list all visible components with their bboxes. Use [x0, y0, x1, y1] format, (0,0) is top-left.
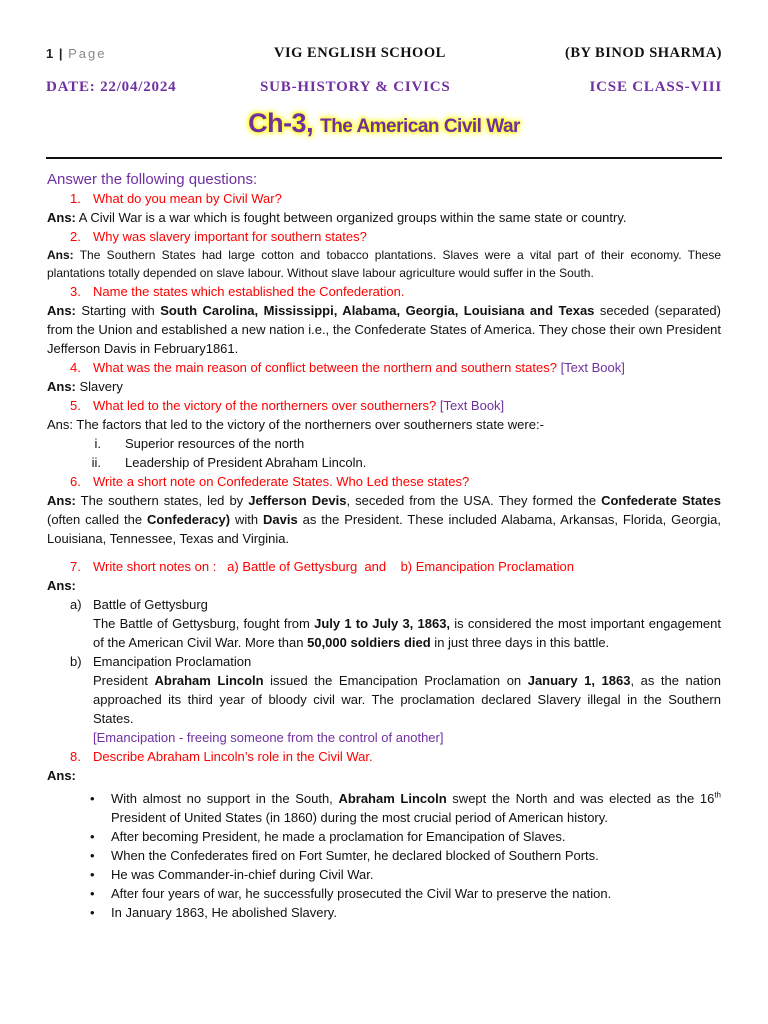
list-item: • In January 1863, He abolished Slavery. — [90, 905, 337, 920]
question-2: 2. Why was slavery important for southern states? — [70, 229, 367, 244]
note-b-definition: [Emancipation - freeing someone from the control of another] — [93, 730, 444, 745]
answer-1: Ans: A Civil War is a war which is fought between organized groups within the same state or country. — [47, 210, 627, 225]
question-8: 8. Describe Abraham Lincoln’s role in the Civil War. — [70, 749, 373, 764]
class-label: ICSE CLASS-VIII — [589, 79, 722, 95]
note-a-title: a) Battle of Gettysburg — [70, 597, 208, 612]
bullet-icon: • — [90, 886, 95, 901]
note-a-body: The Battle of Gettysburg, fought from July 1 to July 3, 1863, is considered the most important engagement of the American Civil War. More than 50,000 soldiers died in just three days in this battle. — [93, 616, 722, 650]
bullet-icon: • — [90, 848, 95, 863]
question-4: 4. What was the main reason of conflict between the northern and southern states? [Text Book] — [70, 360, 625, 375]
page-number: 1 | Page — [46, 45, 107, 61]
date-label: DATE: 22/04/2024 — [46, 79, 177, 95]
list-item: • After four years of war, he successfully prosecuted the Civil War to preserve the nation. — [90, 886, 612, 901]
list-item: • He was Commander-in-chief during Civil War. — [90, 867, 374, 882]
section-heading: Answer the following questions: — [47, 171, 258, 188]
subject-label: SUB-HISTORY & CIVICS — [260, 79, 451, 95]
chapter-number: Ch-3, — [248, 108, 314, 138]
chapter-name: The American Civil War — [320, 116, 520, 137]
bullet-icon: • — [90, 791, 95, 806]
bullet-icon: • — [90, 867, 95, 882]
bullet-icon: • — [90, 829, 95, 844]
questions-section — [47, 170, 721, 922]
list-item: ii. Leadership of President Abraham Lincoln. — [91, 455, 367, 470]
answer-7-label: Ans: — [47, 578, 76, 593]
answer-3: Ans: Starting with South Carolina, Mississippi, Alabama, Georgia, Louisiana and Texas seceded (separated) from the Union and established a new nation i.e., the Confederate States of America. They chose their own President Jefferson Davis in February1861. — [47, 303, 721, 356]
chapter-title — [0, 108, 768, 139]
answer-4: Ans: Slavery — [47, 379, 123, 394]
answer-6: Ans: The southern states, led by Jefferson Devis, seceded from the USA. They formed the Confederate States (often called the Confederacy) with Davis as the President. These included Alabama, Arkansas, Florida, Georgia, Louisiana, Tennessee, Texas and Virginia. — [47, 493, 721, 546]
header-divider — [46, 157, 722, 159]
answer-8-label: Ans: — [47, 768, 76, 783]
list-item: • When the Confederates fired on Fort Sumter, he declared blocked of Southern Ports. — [90, 848, 599, 863]
meta-row — [46, 79, 722, 97]
question-7: 7. Write short notes on : a) Battle of Gettysburg and b) Emancipation Proclamation — [70, 559, 574, 574]
school-name: VIG ENGLISH SCHOOL — [274, 44, 446, 61]
author-name: (BY BINOD SHARMA) — [565, 44, 722, 61]
question-6: 6. Write a short note on Confederate States. Who Led these states? — [70, 474, 470, 489]
note-b-title: b) Emancipation Proclamation — [70, 654, 252, 669]
answer-5: Ans: The factors that led to the victory of the northerners over southerners state were:- — [47, 417, 544, 432]
list-item: • With almost no support in the South, Abraham Lincoln swept the North and was elected as the 16th President of United States (in 1860) during the most crucial period of American history. — [90, 790, 721, 825]
answer-2: Ans: The Southern States had large cotton and tobacco plantations. Slaves were a vital part of their economy. These plantations totally depended on slave labour. Without slave labour agriculture would suffer in the South. — [47, 248, 721, 280]
list-item: • After becoming President, he made a proclamation for Emancipation of Slaves. — [90, 829, 566, 844]
question-1: 1. What do you mean by Civil War? — [70, 191, 282, 206]
note-b-body: President Abraham Lincoln issued the Emancipation Proclamation on January 1, 1863, as the nation approached its third year of bloody civil war. The proclamation declared Slavery illegal in the Southern States. — [93, 673, 721, 726]
bullet-icon: • — [90, 905, 95, 920]
question-3: 3. Name the states which established the Confederation. — [70, 284, 405, 299]
question-5: 5. What led to the victory of the northerners over southerners? [Text Book] — [70, 398, 505, 413]
page-header — [46, 44, 722, 62]
list-item: i. Superior resources of the north — [94, 436, 305, 451]
